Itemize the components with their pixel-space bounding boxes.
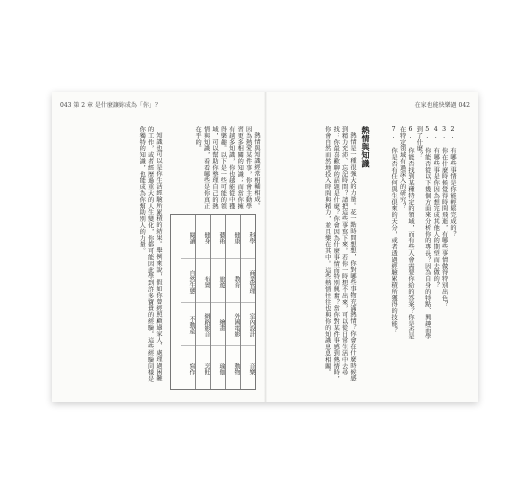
table-cell: 科學 xyxy=(241,215,255,259)
table-cell: 健康 xyxy=(226,215,240,259)
left-page-body xyxy=(194,126,260,210)
table-cell: 寫作 xyxy=(188,363,195,376)
left-page-closing xyxy=(62,126,162,388)
table-column xyxy=(210,215,225,389)
table-cell: 音樂 xyxy=(248,363,255,376)
table-column xyxy=(240,215,255,389)
table-cell: 布置 xyxy=(196,259,210,303)
book-spread xyxy=(52,92,478,402)
table-cell: 健身 xyxy=(196,215,210,259)
table-column xyxy=(195,215,210,389)
table-cell: 室內設計 xyxy=(241,303,255,347)
question-item: 6. 你能否找到某種特定的領域，而有些人會需要你給的答案？你是否是在特定領域有過深入的研究？ xyxy=(398,126,414,340)
table-column xyxy=(181,215,195,389)
table-cell: 瑜伽 xyxy=(218,363,225,376)
table-cell: 教育 xyxy=(226,259,240,303)
table-cell: 藝術 xyxy=(211,215,225,259)
question-item: 3. 你在什麼時候覺得時間飛逝，有哪些事情做得特別出色？ xyxy=(440,126,448,308)
question-item: 7. 你是否有任何與生俱來的天分，或者透過經驗累積所獲得的技能？ xyxy=(390,126,398,334)
table-cell: 不動產 xyxy=(181,303,195,347)
intro-paragraph: 熱情與知識經常相輔相成。因為熱愛某件事，你會主動學習更多相關的知識；而當你擁有越多知識，你也越能從中獲得樂趣。以下是一些可能的領域，可以幫助你整理自己的熱情與知識，看看哪些是你真正在乎的。 xyxy=(194,126,260,210)
body-paragraph: 熱情是一種很強大的力量。花一點時間想想，你對哪些事物充滿熱情？你會在什麼時候感到精力充沛、忘記時間？請把這些事寫下來。若你一時想不出來，可以從日常生活中去尋找：你最喜歡聊的話題是什麼？你會因為什麼事情而特別興奮？當你對某件事感到熱情時，你會自然而然地投入時間與精力，並且樂在其中。這些熱情往往也與你的知識息息相關。 xyxy=(323,126,356,382)
table-column xyxy=(225,215,240,389)
left-page-header: 043 第 2 章 是什麼讓妳成為「你」？ xyxy=(60,102,161,109)
section-heading: 熱情與知識 xyxy=(361,126,371,168)
table-cell: 自然生態 xyxy=(181,259,195,303)
table-cell: 動物 xyxy=(233,363,240,376)
table-cell: 閱讀 xyxy=(181,215,195,259)
table-cell: 外國電影 xyxy=(226,303,240,347)
table-cell: 旅遊 xyxy=(211,259,225,303)
closing-paragraph: 知識也可以是你生活經驗所累積的結果。舉例來說，假如你曾經照顧過家人、處理過困難的工作，或者經歷過重大的人生變化，你都可能因此學到許多寶貴的經驗。這些經驗同樣是你獨特的知識，也能成為你幫助別人的力量。 xyxy=(138,126,162,382)
right-page-header: 在家也能快樂過 042 xyxy=(414,102,470,109)
question-list xyxy=(384,126,456,340)
question-item: 4. 有哪些事是你因為想完成其他人的期望而去做的？ xyxy=(432,126,440,289)
interest-table xyxy=(170,214,256,390)
question-item: 2. 有哪些事情是你能輕鬆完成的？ xyxy=(449,126,456,238)
table-cell: 網路影音 xyxy=(196,303,210,347)
question-item: 5. 你能否從以下幾個方面來分析你的專長？因為自身的特點、興趣而學到了什麼？ xyxy=(415,126,431,340)
right-page-body xyxy=(266,126,356,386)
table-cell: 繪畫 xyxy=(211,303,225,347)
table-cell: 商業管理 xyxy=(241,259,255,303)
table-cell: 烹飪 xyxy=(203,363,210,376)
